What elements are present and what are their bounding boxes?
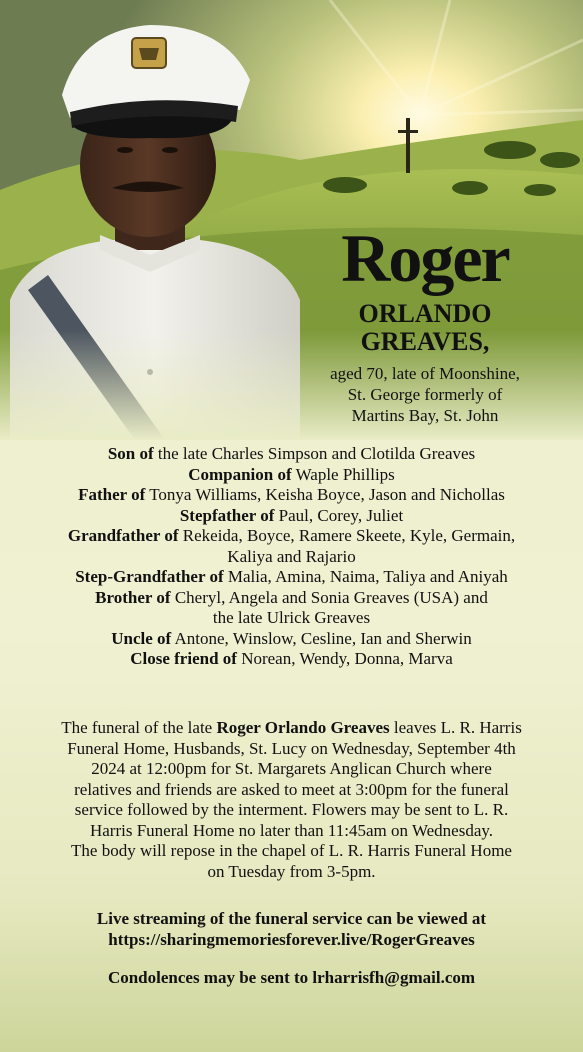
name-line-middle: ORLANDO [358,299,492,328]
funeral-line: 2024 at 12:00pm for St. Margarets Anglican Church where [91,759,492,778]
relation-row: Brother of Cheryl, Angela and Sonia Greaves (USA) and [95,587,488,607]
relation-row: the late Ulrick Greaves [212,608,371,627]
age-line: Martins Bay, St. John [351,406,499,425]
relation-row: Father of Tonya Williams, Keisha Boyce, Jason and Nichollas [78,485,505,504]
relation-row: Son of the late Charles Simpson and Clotilda Greaves [107,444,476,463]
deceased-name: Roger Orlando Greaves [216,718,390,737]
relation-row: Kaliya and Rajario [227,546,356,566]
livestream-text: Live streaming of the funeral service can be viewed at [96,909,487,928]
relation-row: Step-Grandfather of Malia, Amina, Naima, Taliya and Aniyah [75,567,508,586]
relation-row: Stepfather of Paul, Corey, Juliet [179,505,404,525]
relations-list [0,444,583,670]
relation-row: Close friend of Norean, Wendy, Donna, Marva [130,649,453,668]
age-line: St. George formerly of [347,385,503,404]
name-line-surname: GREAVES, [360,327,490,356]
first-name: Roger [341,220,509,296]
funeral-line: on Tuesday from 3-5pm. [207,861,376,881]
condolences-notice: Condolences may be sent to lrharrisfh@gmail.com [107,968,476,987]
funeral-line: relatives and friends are asked to meet at 3:00pm for the funeral [74,779,509,799]
full-name [305,300,545,356]
age-line: aged 70, late of Moonshine, [330,364,520,383]
relation-row: Uncle of Antone, Winslow, Cesline, Ian and Sherwin [111,628,472,648]
funeral-line: Funeral Home, Husbands, St. Lucy on Wednesday, September 4th [67,738,516,758]
funeral-details [0,718,583,882]
livestream-link[interactable]: https://sharingmemoriesforever.live/RogerGreaves [108,930,475,949]
age-residence [290,363,560,426]
relation-row: Companion of Waple Phillips [188,464,395,484]
funeral-line: Harris Funeral Home no later than 11:45am on Wednesday. [89,820,494,840]
funeral-line: The funeral of the late Roger Orlando Greaves leaves L. R. Harris [61,718,522,737]
livestream-notice [0,908,583,950]
funeral-line: service followed by the interment. Flowers may be sent to L. R. [74,800,509,819]
relation-row: Grandfather of Rekeida, Boyce, Ramere Skeete, Kyle, Germain, [67,526,516,545]
funeral-line: The body will repose in the chapel of L. R. Harris Funeral Home [71,841,512,860]
